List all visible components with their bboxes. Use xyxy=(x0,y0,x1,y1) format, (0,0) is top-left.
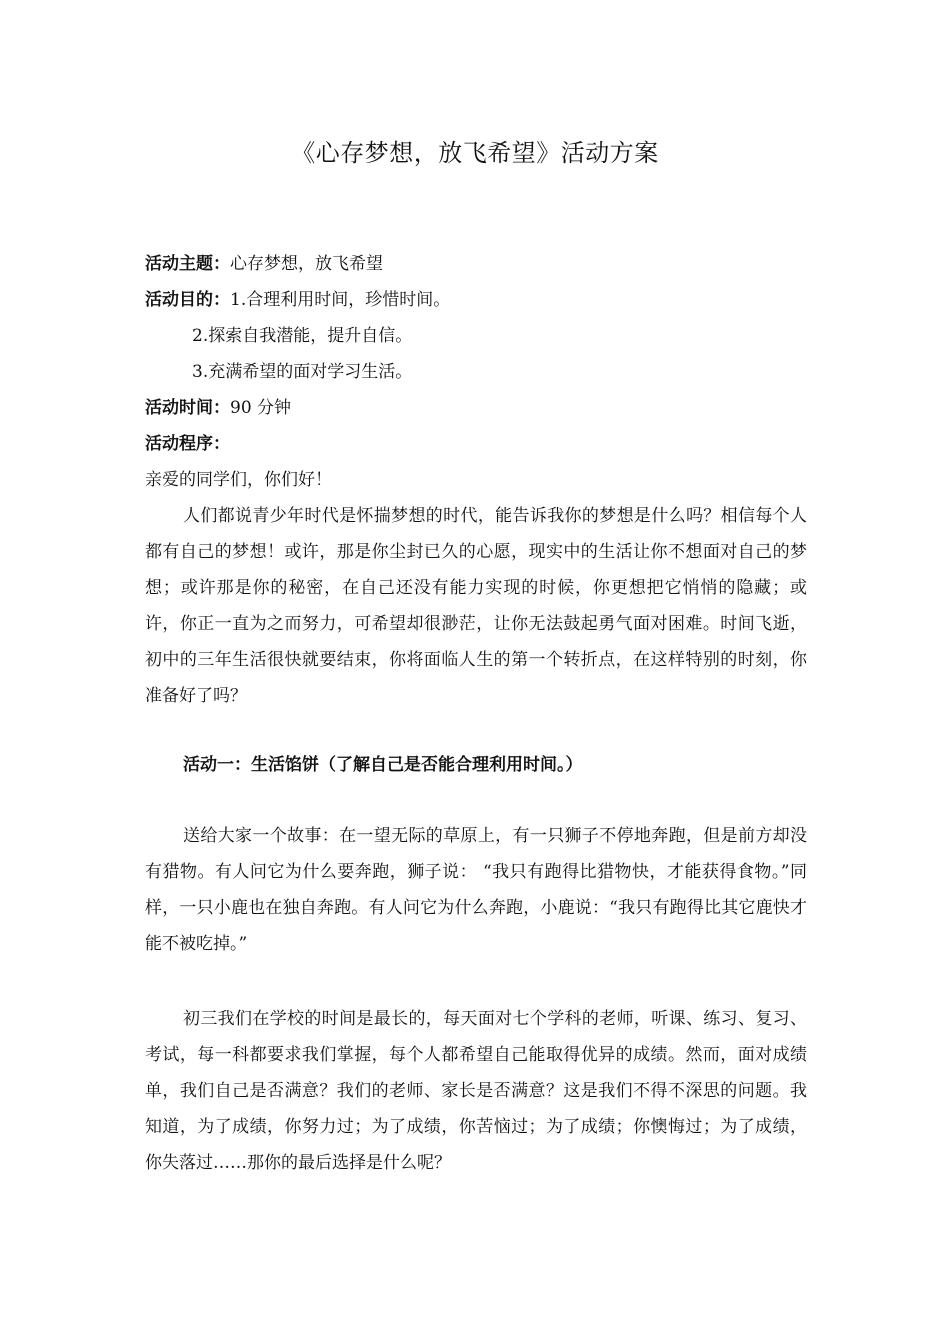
purpose-item-1: 1.合理利用时间，珍惜时间。 xyxy=(230,290,451,310)
document-title: 《心存梦想，放飞希望》活动方案 xyxy=(291,139,659,167)
purpose-item-3: 3.充满希望的面对学习生活。 xyxy=(192,362,413,382)
greeting: 亲爱的同学们，你们好！ xyxy=(145,470,332,490)
purpose-label: 活动目的： xyxy=(145,290,230,310)
time-value: 90 分钟 xyxy=(230,398,292,418)
time-label: 活动时间： xyxy=(145,398,230,418)
story-paragraph: 送给大家一个故事：在一望无际的草原上，有一只狮子不停地奔跑，但是前方却没有猎物。有人问它为什么要奔跑，狮子说： “我只有跑得比猎物快，才能获得食物。”同样，一只小鹿也在独自奔跑。有人问它为什么奔跑，小鹿说：“我只有跑得比其它鹿快才能不被吃掉。” xyxy=(145,826,807,954)
theme-value: 心存梦想，放飞希望 xyxy=(230,254,383,274)
purpose-item-2: 2.探索自我潜能，提升自信。 xyxy=(192,326,413,346)
procedure-label: 活动程序： xyxy=(145,434,230,454)
activity-info-block xyxy=(145,246,807,714)
time-line xyxy=(145,390,807,426)
school-paragraph: 初三我们在学校的时间是最长的，每天面对七个学科的老师，听课、练习、复习、考试，每一科都要求我们掌握，每个人都希望自己能取得优异的成绩。然而，面对成绩单，我们自己是否满意？我们的老师、家长是否满意？这是我们不得不深思的问题。我知道，为了成绩，你努力过；为了成绩，你苦恼过；为了成绩；你懊悔过；为了成绩，你失落过……那你的最后选择是什么呢？ xyxy=(145,1009,807,1173)
theme-line xyxy=(145,246,807,282)
theme-label: 活动主题： xyxy=(145,254,230,274)
activity-one-heading: 活动一：生活馅饼（了解自己是否能合理利用时间。） xyxy=(183,755,583,775)
intro-paragraph: 人们都说青少年时代是怀揣梦想的时代，能告诉我你的梦想是什么吗？相信每个人都有自己的梦想！或许，那是你尘封已久的心愿，现实中的生活让你不想面对自己的梦想；或许那是你的秘密，在自己还没有能力实现的时候，你更想把它悄悄的隐藏；或许，你正一直为之而努力，可希望却很渺茫，让你无法鼓起勇气面对困难。时间飞逝，初中的三年生活很快就要结束，你将面临人生的第一个转折点，在这样特别的时刻，你准备好了吗？ xyxy=(145,506,807,706)
purpose-line xyxy=(145,282,807,318)
